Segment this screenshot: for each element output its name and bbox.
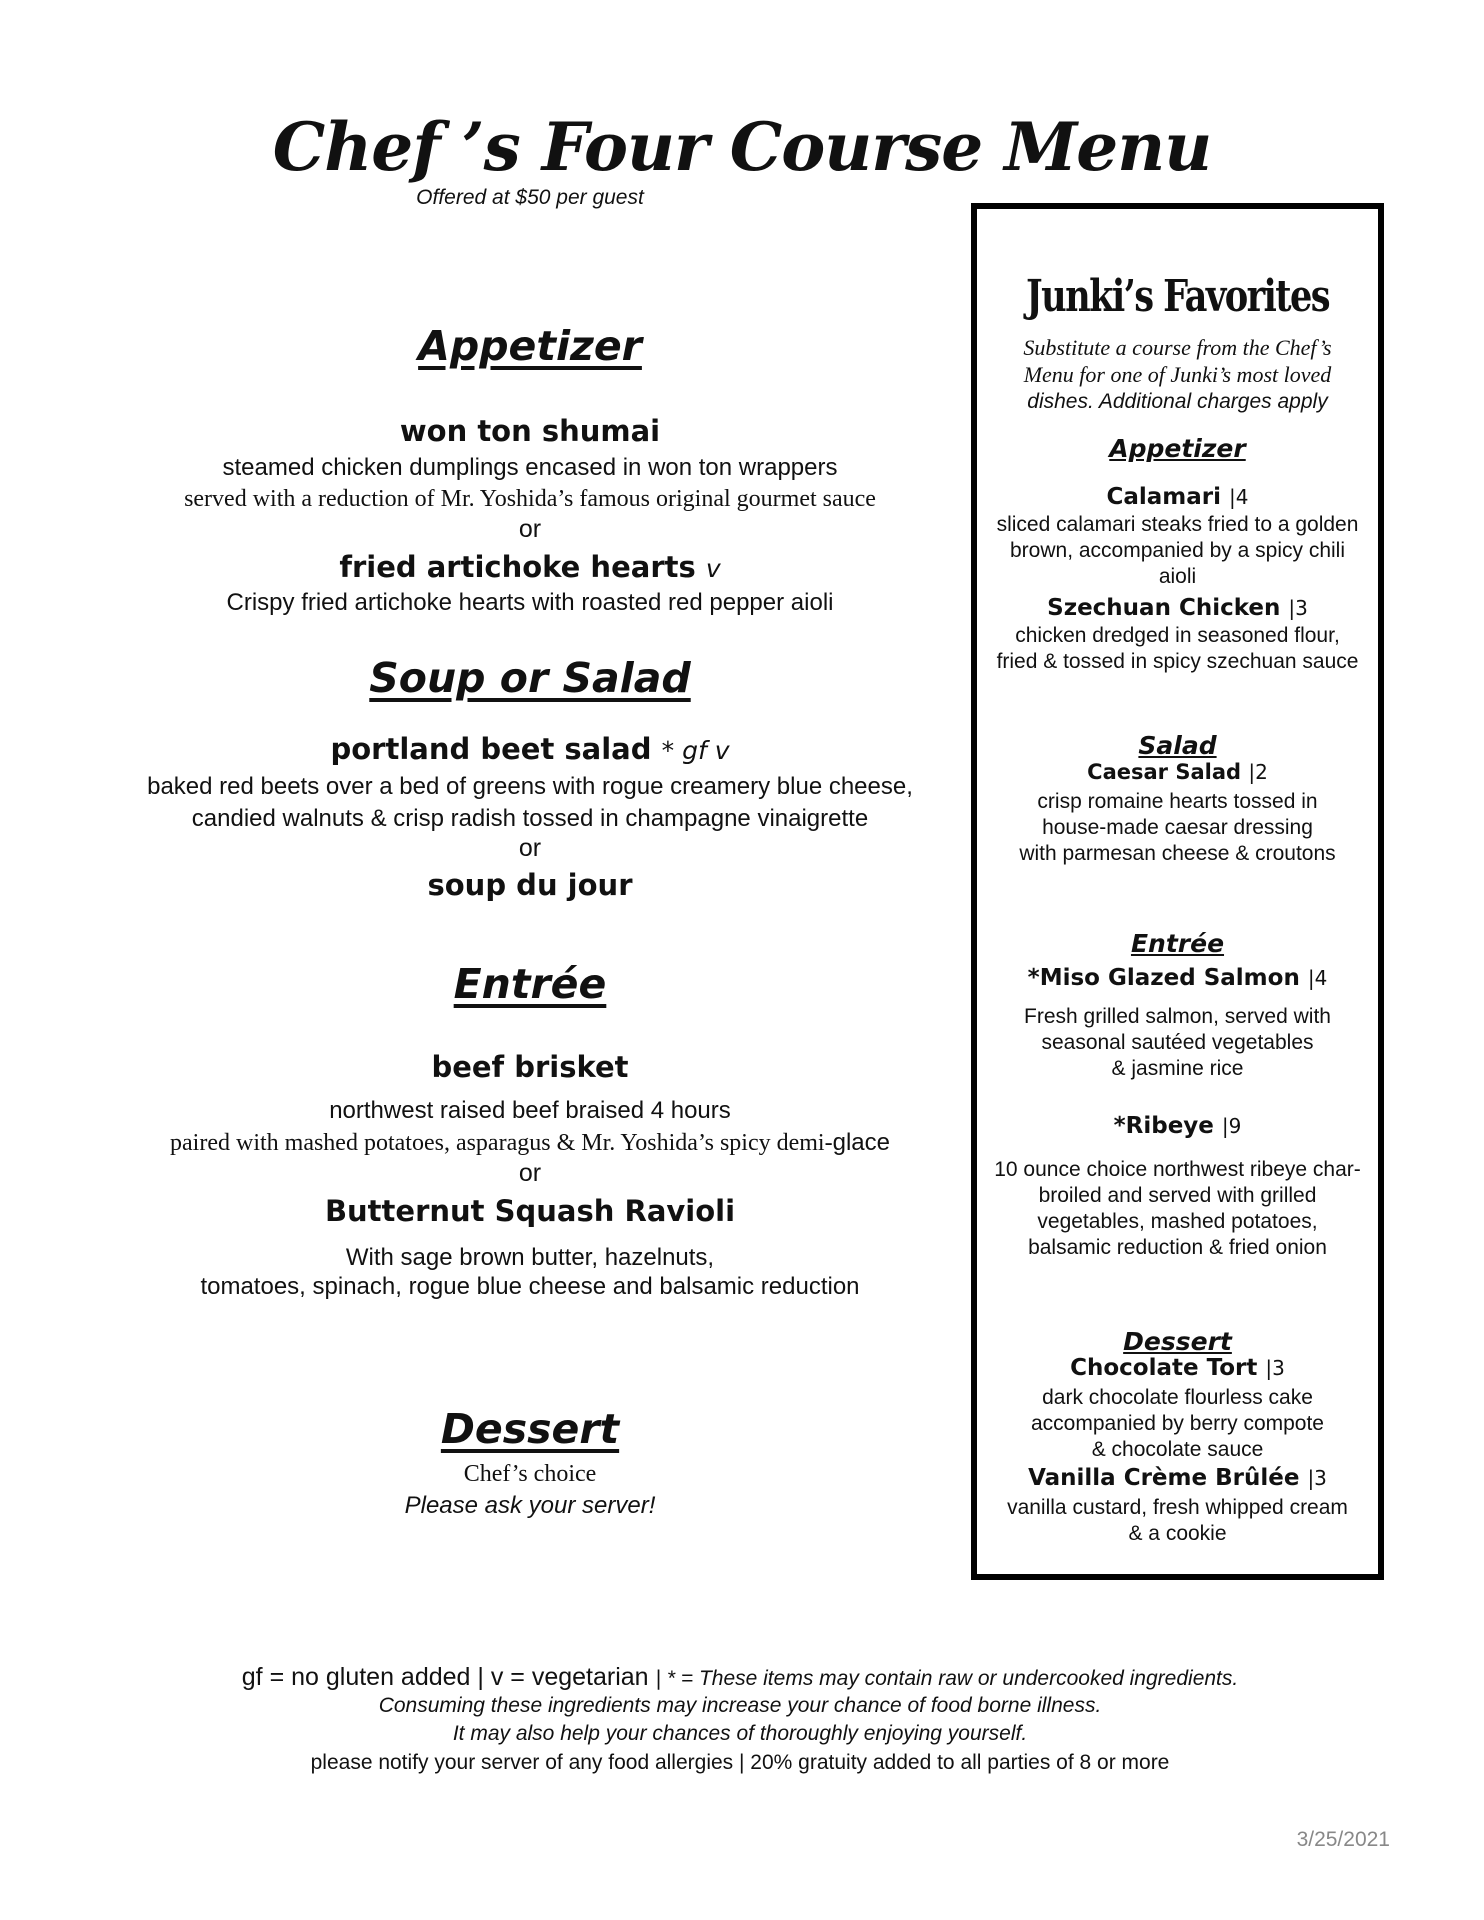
menu-title: Chef ’s Four Course Menu [272,108,1212,186]
raw-warning-2: Consuming these ingredients may increase your chance of food borne illness. [378,1694,1102,1717]
salmon-name [977,965,1378,991]
won-ton-shumai-desc-2: served with a reduction of Mr. Yoshida’s famous original gourmet sauce [184,486,876,512]
menu-subtitle: Offered at $50 per guest [416,186,644,209]
caesar-desc [985,789,1370,867]
ravioli-desc-1: With sage brown butter, hazelnuts, [345,1244,715,1271]
fav-dessert-heading: Dessert [1123,1327,1232,1356]
dietary-legend-line [120,1663,1360,1692]
szechuan-desc-2: fried & tossed in spicy szechuan sauce [996,650,1359,673]
dessert-ask-server: Please ask your server! [404,1492,656,1519]
beef-brisket-desc-1: northwest raised beef braised 4 hours [329,1097,731,1124]
calamari-name [977,484,1378,510]
artichoke-hearts-desc: Crispy fried artichoke hearts with roasted red pepper aioli [226,589,834,616]
ribeye-title: *Ribeye [1113,1113,1214,1139]
calamari-title: Calamari [1106,484,1222,510]
tort-desc [985,1385,1370,1463]
artichoke-hearts-name [120,550,940,584]
dessert-heading: Dessert [440,1405,620,1453]
caesar-name [977,760,1378,784]
caesar-price: |2 [1248,760,1268,784]
fav-appetizer-heading: Appetizer [1109,434,1246,463]
favorites-subtitle [987,334,1368,415]
raw-warning-3: It may also help your chances of thoroughly enjoying yourself. [452,1722,1028,1745]
ribeye-name [977,1113,1378,1139]
beef-brisket-desc-2 [120,1127,940,1159]
tort-desc-3: & chocolate sauce [1091,1438,1264,1461]
soup-or: or [518,834,542,862]
salmon-desc-1: Fresh grilled salmon, served with [1024,1005,1331,1028]
appetizer-heading: Appetizer [418,322,642,370]
appetizer-or: or [518,515,542,543]
ribeye-desc-3: vegetables, mashed potatoes, [1037,1210,1318,1233]
caesar-desc-2: house-made caesar dressing [1042,816,1313,839]
salmon-title: *Miso Glazed Salmon [1027,965,1300,991]
caesar-desc-3: with parmesan cheese & croutons [1019,842,1336,865]
raw-warning-1: | * = These items may contain raw or undercooked ingredients. [655,1667,1239,1690]
dessert-chefs-choice: Chef’s choice [463,1461,597,1487]
tort-desc-1: dark chocolate flourless cake [1042,1386,1313,1409]
favorites-sub-3: dishes. Additional charges apply [1027,390,1328,413]
brulee-title: Vanilla Crème Brûlée [1028,1465,1300,1491]
soup-salad-heading: Soup or Salad [369,654,691,702]
salmon-price: |4 [1307,966,1328,990]
ribeye-desc [979,1157,1376,1261]
brulee-desc-2: & a cookie [1128,1522,1227,1545]
ribeye-price: |9 [1221,1114,1242,1138]
won-ton-shumai-name: won ton shumai [399,414,661,448]
soup-du-jour-name: soup du jour [427,868,633,902]
szechuan-desc-1: chicken dredged in seasoned flour, [1015,624,1340,647]
calamari-price: |4 [1229,485,1249,509]
beet-salad-tags: * gf v [661,736,730,765]
dietary-legend: gf = no gluten added | v = vegetarian [241,1663,649,1691]
menu-date: 3/25/2021 [1296,1828,1390,1851]
fav-entree-heading: Entrée [1130,929,1225,958]
allergy-gratuity-note: please notify your server of any food allergies | 20% gratuity added to all parties of 8 or more [310,1751,1170,1774]
beet-salad-desc-1: baked red beets over a bed of greens with rogue creamery blue cheese, [147,773,913,800]
ribeye-desc-1: 10 ounce choice northwest ribeye char- [994,1158,1361,1181]
entree-or: or [518,1159,542,1187]
brulee-name [977,1465,1378,1491]
tort-desc-2: accompanied by berry compote [1031,1412,1324,1435]
won-ton-shumai-desc-1: steamed chicken dumplings encased in won ton wrappers [222,454,838,481]
salmon-desc-3: & jasmine rice [1111,1057,1244,1080]
szechuan-title: Szechuan Chicken [1047,595,1281,621]
ribeye-desc-2: broiled and served with grilled [1038,1184,1317,1207]
salmon-desc [985,1004,1370,1082]
tort-title: Chocolate Tort [1070,1355,1258,1381]
menu-footer [120,1663,1360,1778]
calamari-desc [985,512,1370,590]
favorites-sub-2: Menu for one of Junki’s most loved [1023,362,1332,387]
favorites-sub-1: Substitute a course from the Chef’s [1023,335,1332,360]
calamari-desc-3: aioli [1158,565,1197,588]
favorites-title: Junki’s Favorites [1026,271,1329,322]
tort-name [977,1355,1378,1381]
calamari-desc-2: brown, accompanied by a spicy chili [1010,539,1345,562]
beef-brisket-desc-2b: glace [832,1129,890,1156]
fav-salad-heading: Salad [1138,731,1217,760]
ribeye-desc-4: balsamic reduction & fried onion [1028,1236,1327,1259]
entree-heading: Entrée [453,960,607,1008]
brulee-desc-1: vanilla custard, fresh whipped cream [1007,1496,1348,1519]
caesar-desc-1: crisp romaine hearts tossed in [1037,790,1318,813]
beef-brisket-desc-2a: paired with mashed potatoes, asparagus & Mr. Yoshida’s spicy demi- [170,1130,833,1156]
szechuan-price: |3 [1288,596,1308,620]
tort-price: |3 [1265,1356,1285,1380]
szechuan-desc [985,623,1370,675]
artichoke-hearts-title: fried artichoke hearts [339,550,696,584]
caesar-title: Caesar Salad [1087,760,1242,784]
calamari-desc-1: sliced calamari steaks fried to a golden [996,513,1359,536]
ravioli-name: Butternut Squash Ravioli [324,1194,736,1228]
beet-salad-title: portland beet salad [330,732,652,766]
beet-salad-name [120,732,940,766]
brulee-desc [985,1495,1370,1547]
ravioli-desc-2: tomatoes, spinach, rogue blue cheese and balsamic reduction [200,1273,860,1300]
szechuan-name [977,595,1378,621]
salmon-desc-2: seasonal sautéed vegetables [1041,1031,1314,1054]
brulee-price: |3 [1307,1466,1327,1490]
vegetarian-tag: v [705,554,721,583]
beet-salad-desc-2: candied walnuts & crisp radish tossed in champagne vinaigrette [191,805,869,832]
beef-brisket-name: beef brisket [431,1050,629,1084]
junkis-favorites-box [971,203,1384,1580]
